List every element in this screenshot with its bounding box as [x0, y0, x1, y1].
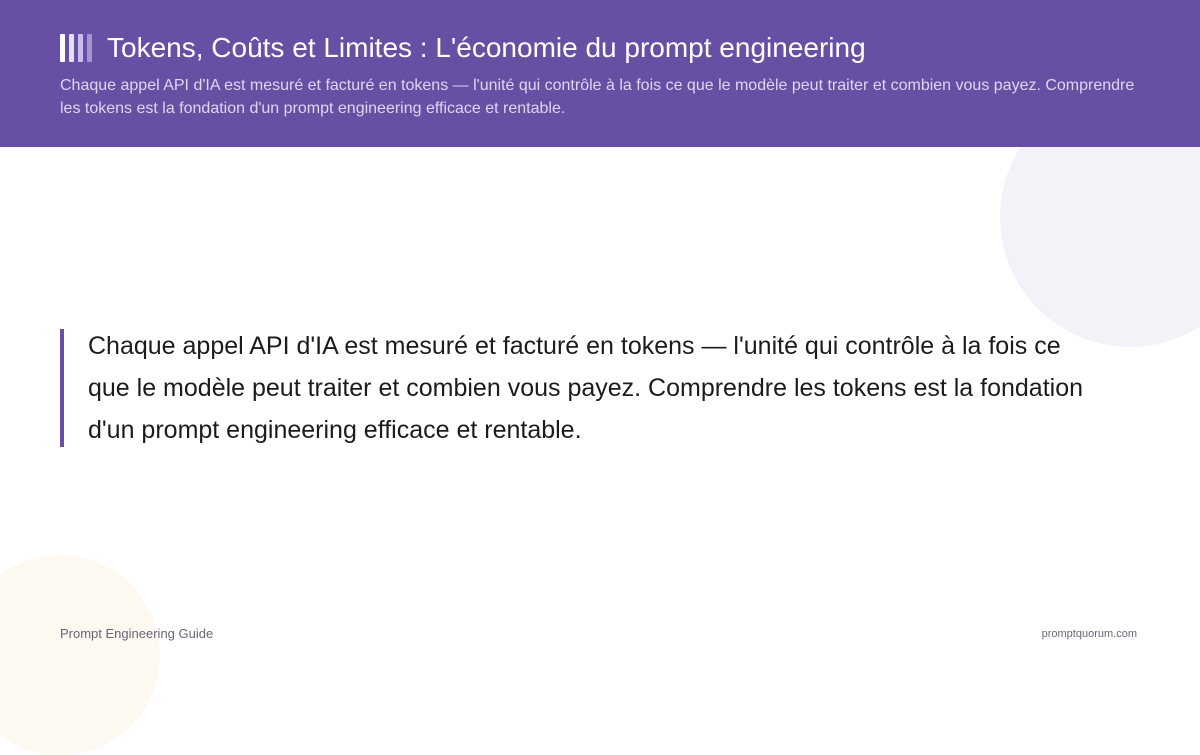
- decorative-circle-left: [0, 555, 160, 755]
- quote-text: Chaque appel API d'IA est mesuré et facturé en tokens — l'unité qui contrôle à la fois ce que le modèle peut traiter et combien vous payez. Comprendre les tokens est la fondation d'un prompt engineering efficace et rentable.: [88, 332, 1084, 444]
- bars-logo-icon: [60, 34, 94, 62]
- footer-site-label: promptquorum.com: [1041, 628, 1137, 640]
- page-title: Tokens, Coûts et Limites : L'économie du prompt engineering: [107, 32, 866, 63]
- footer-guide-label: Prompt Engineering Guide: [60, 626, 214, 641]
- header-banner: [0, 0, 1200, 147]
- quote-block: [60, 329, 1090, 447]
- page-subtitle: Chaque appel API d'IA est mesuré et facturé en tokens — l'unité qui contrôle à la fois ce que le modèle peut traiter et combien vous payez. Comprendre les tokens est la fondation d'un prompt engineering efficace et rentable.: [60, 77, 1135, 117]
